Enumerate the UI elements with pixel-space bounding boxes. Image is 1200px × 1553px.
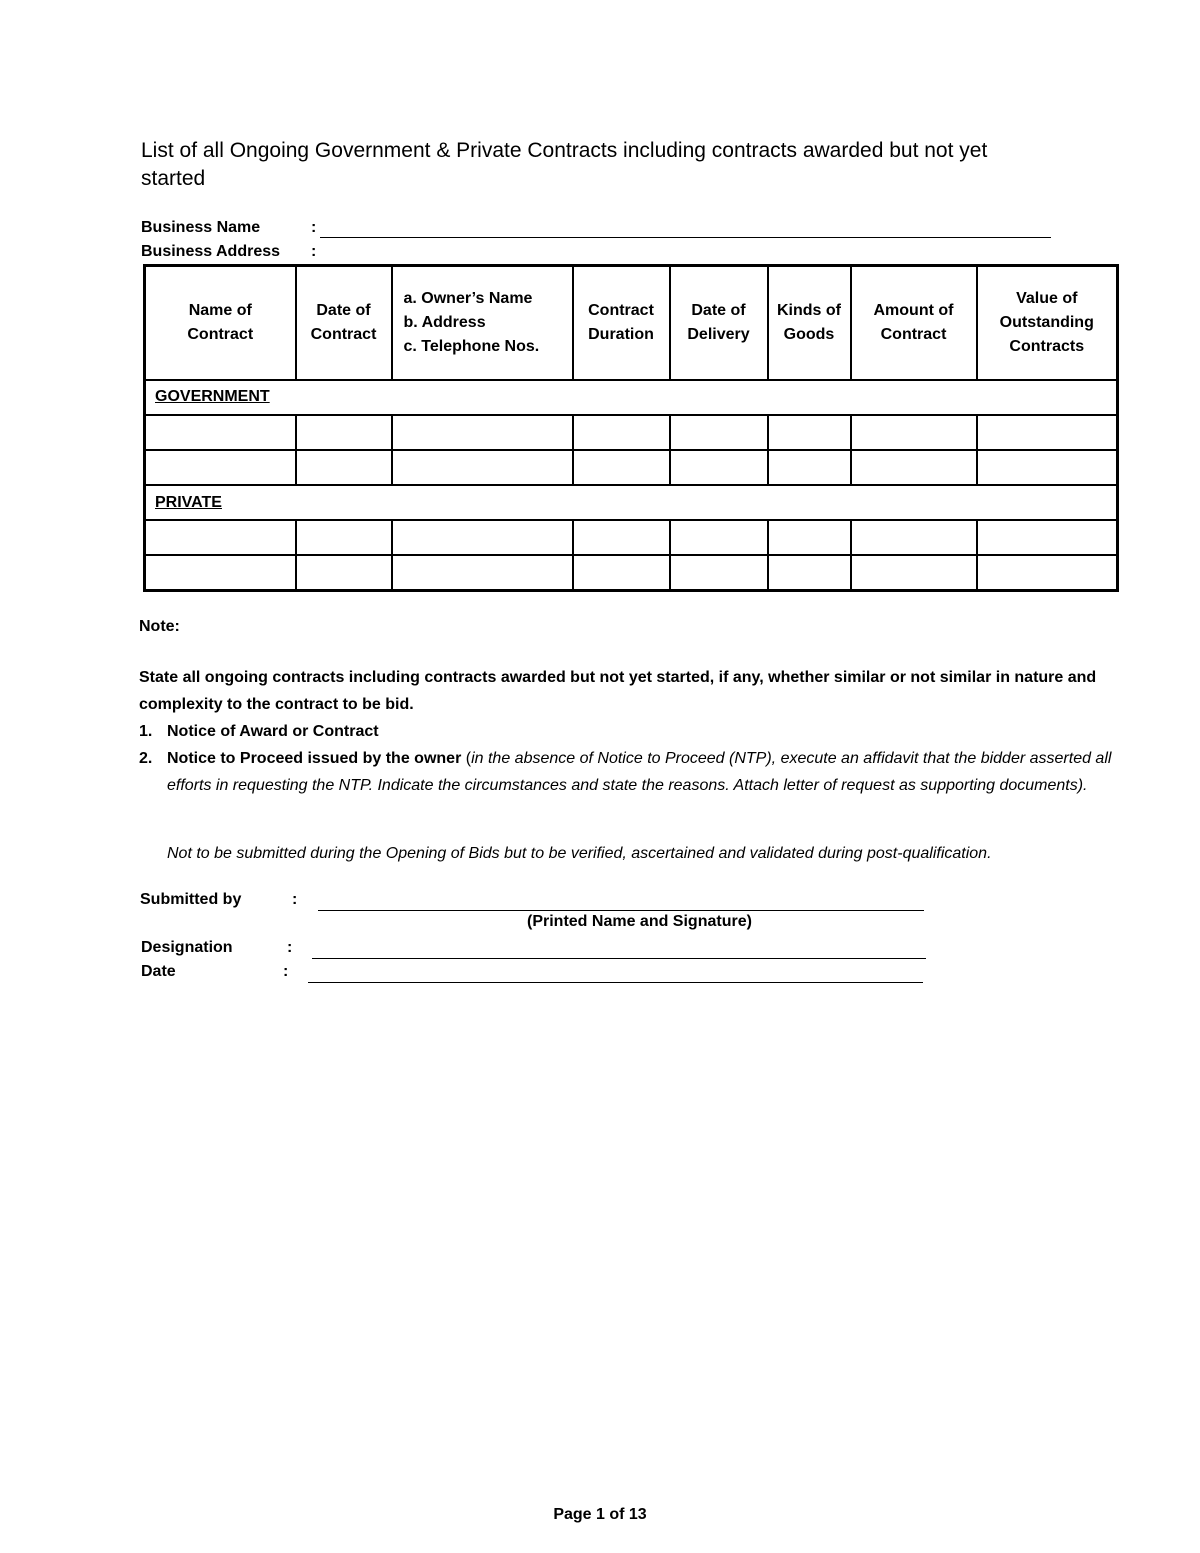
header-amount-of-contract: Amount of Contract <box>851 266 977 380</box>
designation-colon: : <box>287 939 293 956</box>
table-cell[interactable] <box>768 450 851 485</box>
table-cell[interactable] <box>670 450 768 485</box>
table-header-row <box>145 266 1118 380</box>
table-cell[interactable] <box>296 450 392 485</box>
table-cell[interactable] <box>851 520 977 555</box>
submitted-by-colon: : <box>292 891 298 908</box>
business-name-label: Business Name <box>141 219 261 236</box>
header-value-outstanding: Value of Outstanding Contracts <box>977 266 1118 380</box>
table-cell[interactable] <box>296 555 392 590</box>
business-address-colon: : <box>311 243 317 260</box>
table-cell[interactable] <box>392 555 573 590</box>
table-cell[interactable] <box>851 555 977 590</box>
list-number: 1. <box>139 723 153 740</box>
business-address-label: Business Address <box>141 243 281 260</box>
business-name-line[interactable] <box>320 237 1051 238</box>
table-cell[interactable] <box>145 520 296 555</box>
list-item <box>139 745 1119 799</box>
submitted-by-line[interactable] <box>318 910 924 911</box>
table-cell[interactable] <box>977 520 1118 555</box>
list-item <box>139 718 1119 745</box>
table-cell[interactable] <box>296 415 392 450</box>
page-number: Page 1 of 13 <box>553 1506 647 1523</box>
header-owner-name: a. Owner’s Name <box>403 289 533 307</box>
table-row <box>145 450 1118 485</box>
table-cell[interactable] <box>768 555 851 590</box>
table-cell[interactable] <box>296 520 392 555</box>
table-cell[interactable] <box>145 450 296 485</box>
date-label: Date <box>141 963 176 980</box>
table-cell[interactable] <box>977 415 1118 450</box>
header-owner-details <box>392 266 573 380</box>
table-cell[interactable] <box>145 415 296 450</box>
note-final: Not to be submitted during the Opening of Bids but to be verified, ascertained and validated during post-qualification. <box>167 845 992 862</box>
header-kinds-of-goods: Kinds of Goods <box>768 266 851 380</box>
note-title: Note: <box>139 618 180 635</box>
section-row-private <box>145 485 1118 520</box>
header-date-of-contract: Date of Contract <box>296 266 392 380</box>
header-owner-address: b. Address <box>403 313 486 331</box>
table-cell[interactable] <box>768 415 851 450</box>
section-row-government <box>145 380 1118 415</box>
contracts-table <box>143 264 1119 592</box>
header-name-of-contract: Name of Contract <box>145 266 296 380</box>
table-cell[interactable] <box>392 520 573 555</box>
section-label-private: PRIVATE <box>145 485 1118 520</box>
table-cell[interactable] <box>977 555 1118 590</box>
note-list <box>139 718 1119 799</box>
table-cell[interactable] <box>573 450 670 485</box>
table-cell[interactable] <box>573 520 670 555</box>
table-cell[interactable] <box>145 555 296 590</box>
table-row <box>145 555 1118 590</box>
list-text-paren: ( <box>461 750 472 767</box>
table-cell[interactable] <box>670 520 768 555</box>
table-cell[interactable] <box>851 450 977 485</box>
table-cell[interactable] <box>851 415 977 450</box>
section-label-government: GOVERNMENT <box>145 380 1118 415</box>
table-cell[interactable] <box>768 520 851 555</box>
header-owner-telephone: c. Telephone Nos. <box>403 337 540 355</box>
header-date-of-delivery: Date of Delivery <box>670 266 768 380</box>
table-cell[interactable] <box>573 555 670 590</box>
designation-line[interactable] <box>312 958 926 959</box>
list-text-italic: in the absence of Notice to Proceed (NTP), execute an affidavit that the bidder asserted all efforts in requesting the NTP. Indicate the circumstances and state the reasons. Attach letter of request as supporting documents). <box>167 750 1112 794</box>
date-line[interactable] <box>308 982 923 983</box>
list-text: Notice of Award or Contract <box>167 723 379 740</box>
signature-caption: (Printed Name and Signature) <box>527 913 752 930</box>
table-row <box>145 415 1118 450</box>
page-title: List of all Ongoing Government & Private Contracts including contracts awarded but not yet started <box>141 139 988 190</box>
date-colon: : <box>283 963 289 980</box>
table-row <box>145 520 1118 555</box>
header-contract-duration: Contract Duration <box>573 266 670 380</box>
list-number: 2. <box>139 750 153 767</box>
table-cell[interactable] <box>573 415 670 450</box>
table-cell[interactable] <box>392 415 573 450</box>
designation-label: Designation <box>141 939 233 956</box>
list-text-bold: Notice to Proceed issued by the owner <box>167 750 462 767</box>
submitted-by-label: Submitted by <box>140 891 242 908</box>
table-cell[interactable] <box>670 415 768 450</box>
table-cell[interactable] <box>392 450 573 485</box>
table-cell[interactable] <box>670 555 768 590</box>
note-body: State all ongoing contracts including contracts awarded but not yet started, if any, whether similar or not similar in nature and complexity to the contract to be bid. <box>139 669 1097 713</box>
business-name-colon: : <box>311 219 317 236</box>
table-cell[interactable] <box>977 450 1118 485</box>
